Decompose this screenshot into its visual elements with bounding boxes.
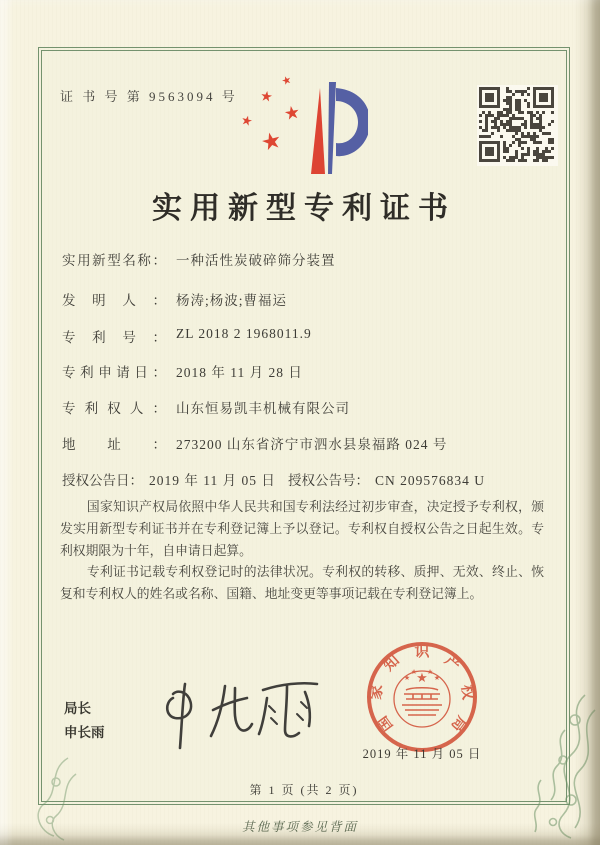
grant-date-label: 授权公告日： [62,473,143,488]
star-icon: ★ [239,111,255,130]
svg-text:家: 家 [368,683,386,701]
svg-text:局: 局 [447,712,470,735]
qr-code-svg [479,87,554,162]
page-title: 实用新型专利证书 [152,192,456,225]
field-row [62,397,548,417]
grant-number [288,469,485,489]
svg-text:识: 识 [414,644,430,660]
legal-paragraph-2: 专利证书记载专利权登记时的法律状况。专利权的转移、质押、无效、终止、恢复和专利权人的姓名或名称、国籍、地址变更等事项记载在专利登记簿上。 [60,565,544,602]
seal-ring-text-group [366,642,477,735]
grant-number-label: 授权公告号： [288,473,369,488]
certificate-number: 证 书 号 第 9563094 号 [60,89,238,104]
cnipa-logo [232,74,368,182]
star-icon: ★ [258,126,285,157]
field-value: 2018 年 11 月 28 日 [176,365,303,380]
field-row [62,249,548,269]
field-label: 专利权人： [62,401,166,416]
svg-text:产: 产 [441,652,464,675]
svg-text:知: 知 [380,652,403,675]
svg-text:★: ★ [403,674,411,682]
field-row [62,361,548,381]
svg-text:★: ★ [433,674,441,682]
reverse-side-note: 其他事项参见背面 [241,820,358,834]
qr-code [477,85,558,166]
seal-date: 2019 年 11 月 05 日 [362,747,482,761]
field-label: 专利号： [62,330,166,345]
star-icon: ★ [282,101,302,125]
svg-text:★: ★ [416,671,428,686]
grant-date [62,469,276,489]
field-row [62,289,548,309]
svg-text:权: 权 [458,683,476,701]
national-emblem [394,668,450,727]
grant-number-value: CN 209576834 U [375,473,486,488]
field-value: 杨涛;杨波;曹福运 [176,293,288,308]
commissioner-name: 申长雨 [64,725,105,740]
svg-text:★: ★ [410,668,418,676]
commissioner-title: 局长 [64,701,91,716]
star-icon: ★ [280,73,294,89]
field-label: 地址： [62,437,166,452]
field-label: 实用新型名称： [62,253,166,268]
field-row [62,326,548,346]
star-icon: ★ [259,89,274,106]
handwritten-signature [155,676,330,756]
field-row [62,433,548,453]
svg-text:★: ★ [426,668,434,676]
field-value: ZL 2018 2 1968011.9 [176,326,312,341]
field-value: 山东恒易凯丰机械有限公司 [176,401,350,416]
logo-p-mark [232,74,368,182]
field-label: 发明人： [62,293,166,308]
official-seal [356,638,488,760]
legal-text [60,497,544,606]
field-value: 一种活性炭破碎筛分装置 [176,253,336,268]
page-number: 第 1 页 (共 2 页) [249,783,359,797]
legal-paragraph-1: 国家知识产权局依照中华人民共和国专利法经过初步审查，决定授予专利权，颁发实用新型专利证书并在专利登记簿上予以登记。专利权自授权公告之日起生效。专利权期限为十年，自申请日起算。 [60,500,544,558]
grant-date-value: 2019 年 11 月 05 日 [149,473,276,488]
field-label: 专利申请日： [62,365,166,380]
svg-text:国: 国 [374,712,397,735]
field-value: 273200 山东省济宁市泗水县泉福路 024 号 [176,437,448,452]
